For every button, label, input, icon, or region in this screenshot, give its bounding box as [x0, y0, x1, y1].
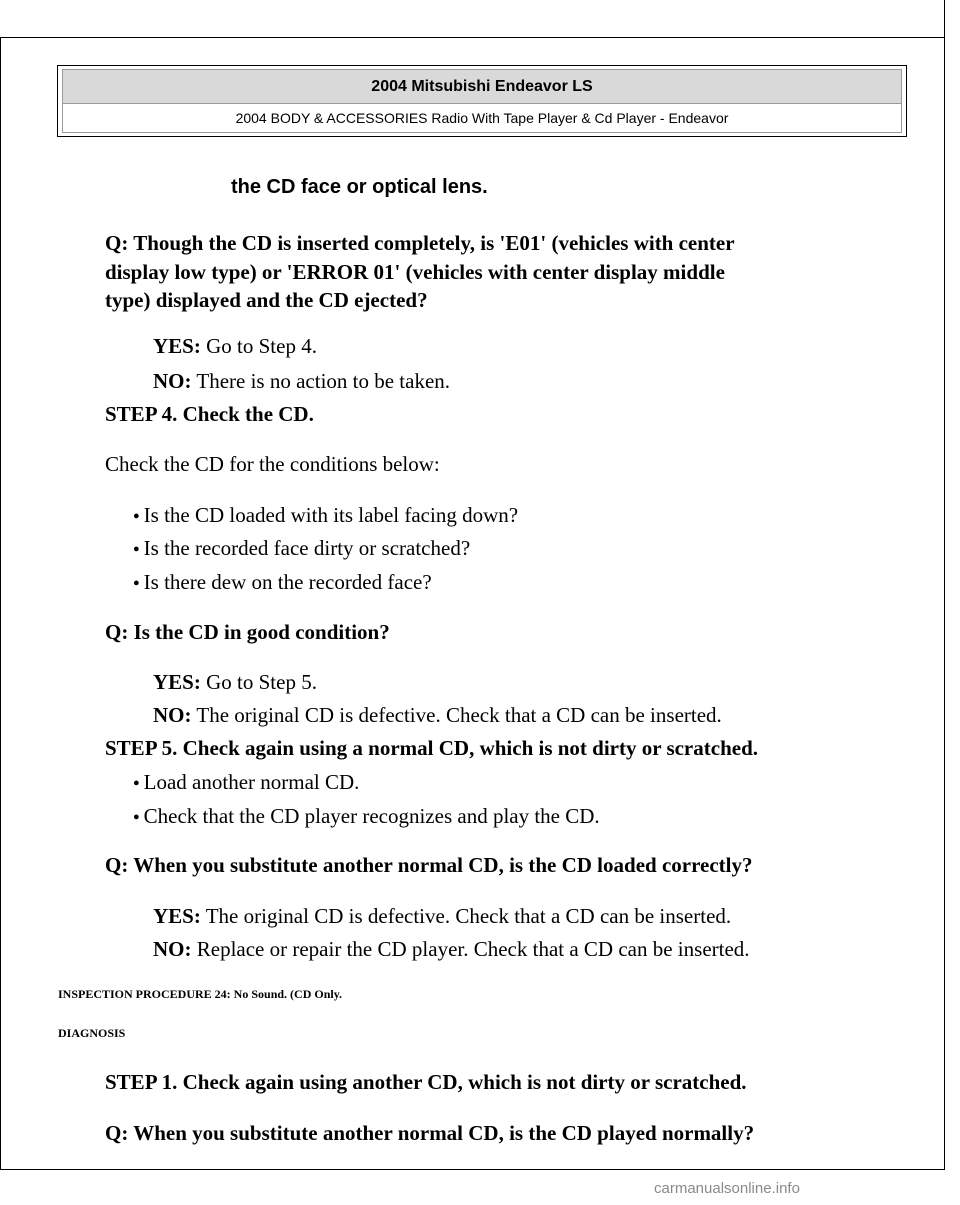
site-watermark: carmanualsonline.info: [654, 1180, 800, 1197]
answer-yes-1: YES: Go to Step 4.: [153, 334, 317, 358]
question-2: Q: Is the CD in good condition?: [105, 620, 390, 644]
answer-no-3: NO: Replace or repair the CD player. Check that a CD can be inserted.: [153, 937, 750, 961]
vehicle-title: 2004 Mitsubishi Endeavor LS: [63, 70, 901, 104]
answer-no-1: NO: There is no action to be taken.: [153, 369, 451, 393]
list-item: ● Is there dew on the recorded face?: [133, 569, 432, 600]
list-item: ● Check that the CD player recognizes and play the CD.: [133, 803, 600, 834]
question-3: Q: When you substitute another normal CD, is the CD loaded correctly?: [105, 853, 753, 877]
answer-yes-2: YES: Go to Step 5.: [153, 670, 317, 694]
page-frame-bottom: [0, 1169, 945, 1170]
inspection-procedure-heading: INSPECTION PROCEDURE 24: No Sound. (CD Only.: [58, 987, 343, 1001]
step-1-heading: STEP 1. Check again using another CD, which is not dirty or scratched.: [105, 1070, 747, 1094]
question-1-line-2: display low type) or 'ERROR 01' (vehicles with center display middle: [105, 260, 725, 284]
page-frame-left: [0, 37, 1, 1170]
page-frame-right: [944, 0, 945, 1170]
list-item: ● Is the CD loaded with its label facing down?: [133, 502, 518, 533]
question-1-line-3: type) displayed and the CD ejected?: [105, 288, 428, 312]
list-item: ● Load another normal CD.: [133, 769, 359, 800]
step-5-heading: STEP 5. Check again using a normal CD, which is not dirty or scratched.: [105, 736, 758, 760]
answer-yes-3: YES: The original CD is defective. Check that a CD can be inserted.: [153, 904, 732, 928]
document-header: [57, 65, 907, 137]
diagnosis-heading: DIAGNOSIS: [58, 1026, 126, 1040]
step-4-intro: Check the CD for the conditions below:: [105, 452, 440, 476]
question-4: Q: When you substitute another normal CD, is the CD played normally?: [105, 1121, 755, 1145]
continued-text: the CD face or optical lens.: [231, 176, 488, 198]
question-1-line-1: Q: Though the CD is inserted completely, is 'E01' (vehicles with center: [105, 231, 735, 255]
step-4-heading: STEP 4. Check the CD.: [105, 402, 314, 426]
list-item: ● Is the recorded face dirty or scratched?: [133, 535, 470, 566]
section-subtitle: 2004 BODY & ACCESSORIES Radio With Tape Player & Cd Player - Endeavor: [235, 110, 729, 126]
page-frame-top: [0, 37, 945, 38]
answer-no-2: NO: The original CD is defective. Check that a CD can be inserted.: [153, 703, 722, 727]
header-table: [62, 69, 902, 133]
